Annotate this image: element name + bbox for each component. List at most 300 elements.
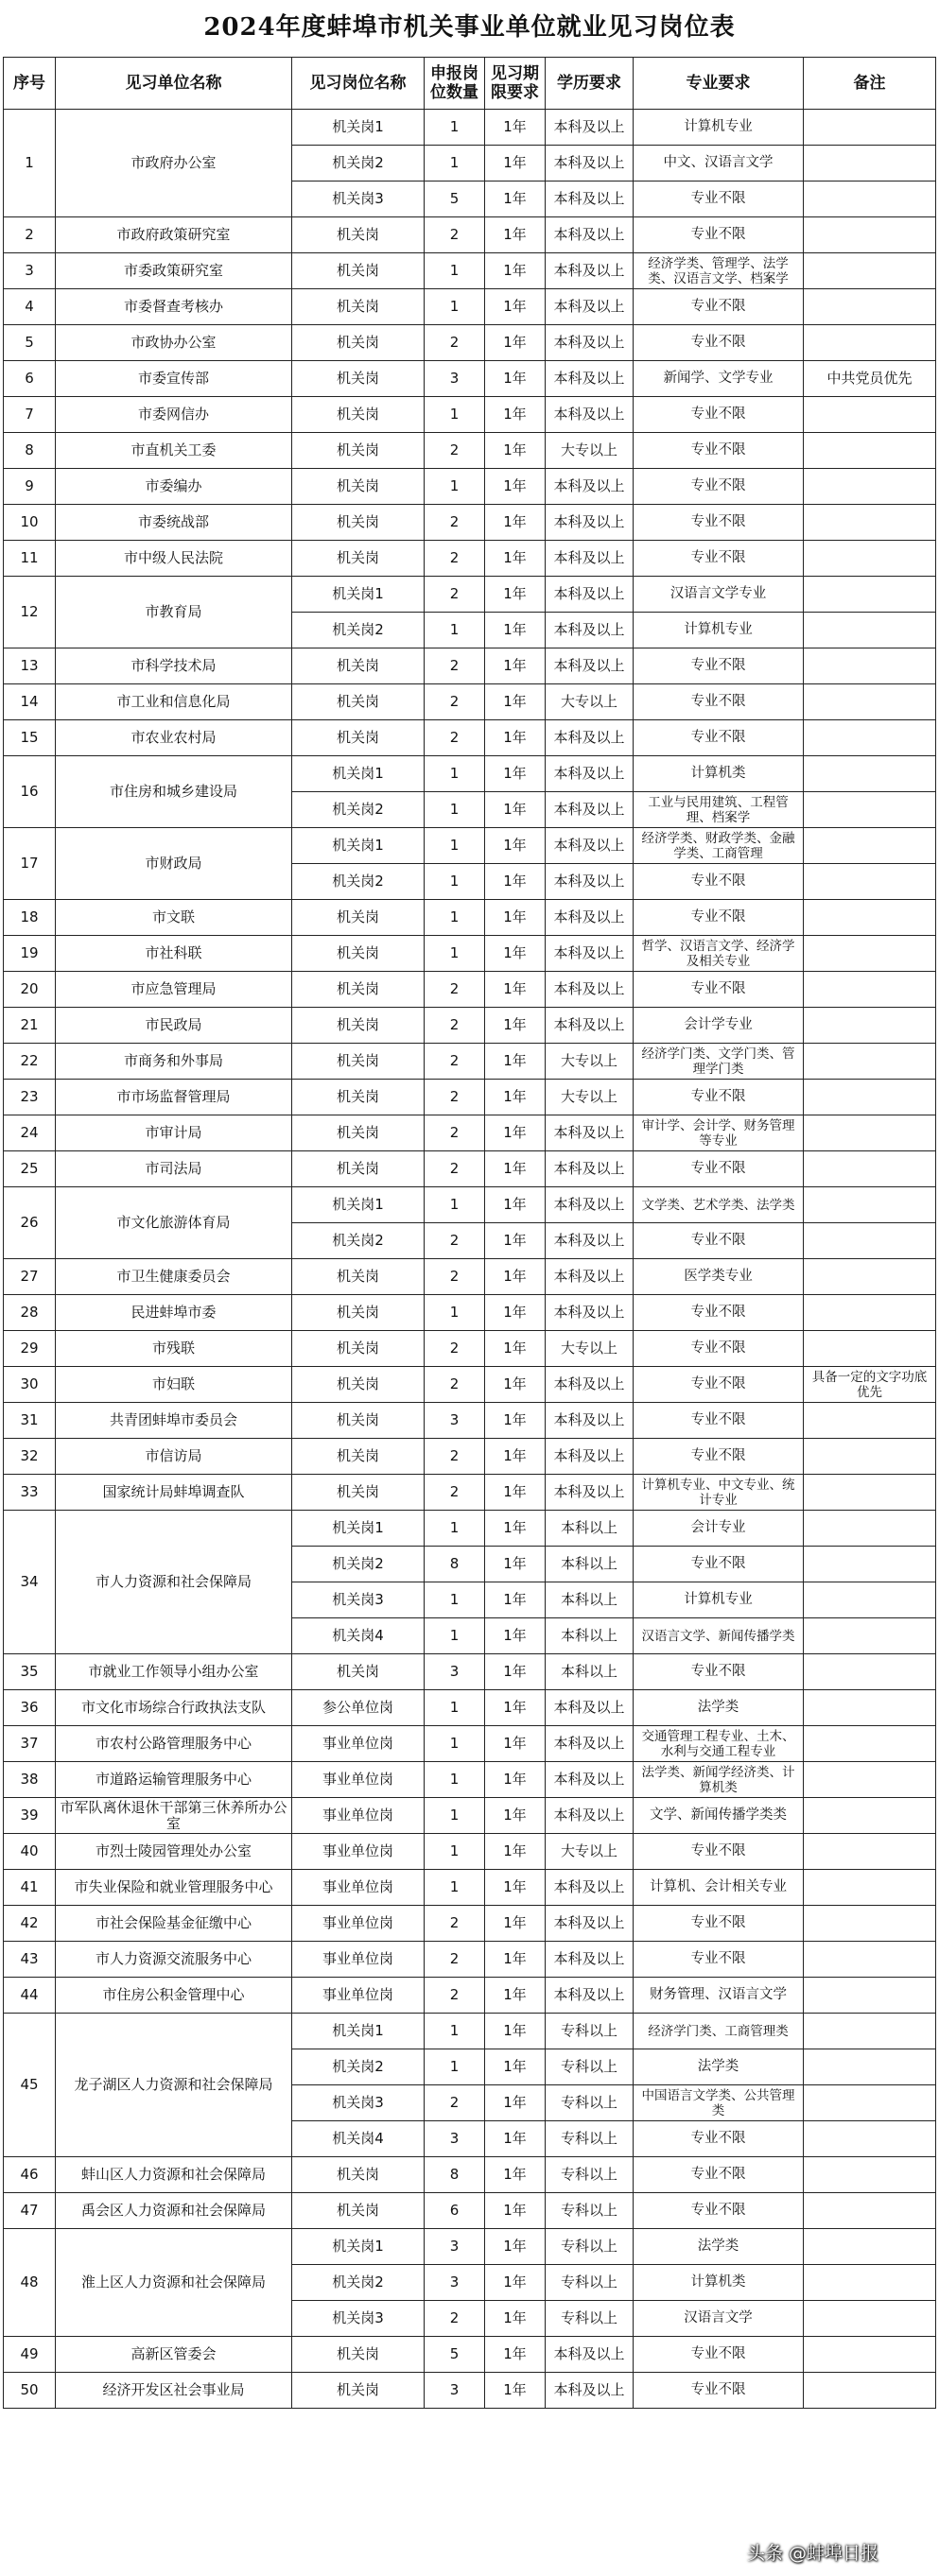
note-cell [804, 1187, 936, 1223]
unit-name-cell: 市农业农村局 [56, 720, 292, 756]
seq-cell: 27 [4, 1259, 56, 1295]
unit-name-cell: 市司法局 [56, 1151, 292, 1187]
period-cell: 1年 [485, 1654, 546, 1690]
edu-cell: 本科及以上 [546, 613, 634, 648]
major-cell: 计算机类 [634, 2265, 804, 2301]
post-cell: 事业单位岗 [292, 1942, 425, 1978]
unit-name-cell: 市住房和城乡建设局 [56, 756, 292, 828]
edu-cell: 专科以上 [546, 2014, 634, 2049]
count-cell: 2 [425, 1978, 485, 2014]
table-row [4, 253, 936, 289]
edu-cell: 本科及以上 [546, 2373, 634, 2409]
major-cell: 法学类 [634, 2229, 804, 2265]
period-cell: 1年 [485, 1151, 546, 1187]
edu-cell: 专科以上 [546, 2049, 634, 2085]
post-cell: 机关岗 [292, 253, 425, 289]
post-cell: 机关岗 [292, 469, 425, 505]
major-cell: 专业不限 [634, 325, 804, 361]
edu-cell: 本科及以上 [546, 720, 634, 756]
period-cell: 1年 [485, 253, 546, 289]
note-cell [804, 397, 936, 433]
table-row [4, 1942, 936, 1978]
edu-cell: 本科及以上 [546, 972, 634, 1008]
count-cell: 8 [425, 1547, 485, 1582]
note-cell [804, 936, 936, 972]
major-cell: 专业不限 [634, 1080, 804, 1115]
edu-cell: 本科以上 [546, 1654, 634, 1690]
seq-cell: 11 [4, 541, 56, 577]
note-cell [804, 146, 936, 182]
post-cell: 机关岗3 [292, 182, 425, 217]
post-cell: 机关岗 [292, 541, 425, 577]
unit-name-cell: 市政府办公室 [56, 110, 292, 217]
post-cell: 机关岗4 [292, 2121, 425, 2157]
unit-name-cell: 市文化旅游体育局 [56, 1187, 292, 1259]
seq-cell: 3 [4, 253, 56, 289]
unit-name-cell: 民进蚌埠市委 [56, 1295, 292, 1331]
count-cell: 1 [425, 900, 485, 936]
post-cell: 机关岗1 [292, 756, 425, 792]
edu-cell: 专科以上 [546, 2085, 634, 2121]
period-cell: 1年 [485, 792, 546, 828]
seq-cell: 35 [4, 1654, 56, 1690]
edu-cell: 本科及以上 [546, 1259, 634, 1295]
period-cell: 1年 [485, 900, 546, 936]
period-cell: 1年 [485, 2229, 546, 2265]
count-cell: 1 [425, 1295, 485, 1331]
major-cell: 财务管理、汉语言文学 [634, 1978, 804, 2014]
edu-cell: 本科及以上 [546, 577, 634, 613]
seq-cell: 32 [4, 1439, 56, 1475]
unit-name-cell: 市军队离休退休干部第三休养所办公室 [56, 1798, 292, 1834]
seq-cell: 16 [4, 756, 56, 828]
note-cell [804, 1582, 936, 1618]
major-cell: 专业不限 [634, 684, 804, 720]
seq-cell: 49 [4, 2337, 56, 2373]
seq-cell: 8 [4, 433, 56, 469]
seq-cell: 38 [4, 1762, 56, 1798]
major-cell: 法学类、新闻学经济类、计算机类 [634, 1762, 804, 1798]
header-seq: 序号 [4, 58, 56, 110]
period-cell: 1年 [485, 2373, 546, 2409]
post-cell: 机关岗2 [292, 146, 425, 182]
period-cell: 1年 [485, 613, 546, 648]
post-cell: 机关岗 [292, 1403, 425, 1439]
header-count: 申报岗位数量 [425, 58, 485, 110]
post-cell: 机关岗 [292, 433, 425, 469]
major-cell: 专业不限 [634, 1223, 804, 1259]
table-row [4, 1115, 936, 1151]
post-cell: 机关岗 [292, 325, 425, 361]
table-row [4, 1511, 936, 1547]
count-cell: 1 [425, 110, 485, 146]
count-cell: 1 [425, 1511, 485, 1547]
note-cell [804, 541, 936, 577]
major-cell: 专业不限 [634, 900, 804, 936]
unit-name-cell: 市审计局 [56, 1115, 292, 1151]
table-row [4, 1906, 936, 1942]
note-cell [804, 2229, 936, 2265]
count-cell: 2 [425, 1115, 485, 1151]
post-cell: 机关岗1 [292, 828, 425, 864]
unit-name-cell: 市就业工作领导小组办公室 [56, 1654, 292, 1690]
unit-name-cell: 市委编办 [56, 469, 292, 505]
edu-cell: 本科及以上 [546, 1151, 634, 1187]
major-cell: 专业不限 [634, 397, 804, 433]
count-cell: 6 [425, 2193, 485, 2229]
seq-cell: 18 [4, 900, 56, 936]
edu-cell: 专科以上 [546, 2157, 634, 2193]
note-cell [804, 720, 936, 756]
header-major: 专业要求 [634, 58, 804, 110]
edu-cell: 本科及以上 [546, 505, 634, 541]
post-cell: 机关岗 [292, 1367, 425, 1403]
edu-cell: 本科及以上 [546, 361, 634, 397]
period-cell: 1年 [485, 1044, 546, 1080]
period-cell: 1年 [485, 541, 546, 577]
note-cell [804, 613, 936, 648]
note-cell [804, 325, 936, 361]
note-cell [804, 1008, 936, 1044]
edu-cell: 本科及以上 [546, 1942, 634, 1978]
edu-cell: 大专以上 [546, 1080, 634, 1115]
major-cell: 计算机、会计相关专业 [634, 1870, 804, 1906]
edu-cell: 大专以上 [546, 1044, 634, 1080]
edu-cell: 大专以上 [546, 433, 634, 469]
table-row [4, 1834, 936, 1870]
unit-name-cell: 市残联 [56, 1331, 292, 1367]
note-cell [804, 1511, 936, 1547]
major-cell: 专业不限 [634, 1942, 804, 1978]
major-cell: 专业不限 [634, 289, 804, 325]
edu-cell: 本科及以上 [546, 1223, 634, 1259]
unit-name-cell: 市科学技术局 [56, 648, 292, 684]
major-cell: 工业与民用建筑、工程管理、档案学 [634, 792, 804, 828]
period-cell: 1年 [485, 1187, 546, 1223]
unit-name-cell: 市工业和信息化局 [56, 684, 292, 720]
note-cell [804, 1403, 936, 1439]
seq-cell: 44 [4, 1978, 56, 2014]
count-cell: 1 [425, 1726, 485, 1762]
table-row [4, 1690, 936, 1726]
period-cell: 1年 [485, 1942, 546, 1978]
edu-cell: 本科及以上 [546, 1798, 634, 1834]
table-row [4, 469, 936, 505]
unit-name-cell: 市社科联 [56, 936, 292, 972]
period-cell: 1年 [485, 2121, 546, 2157]
count-cell: 2 [425, 2301, 485, 2337]
edu-cell: 本科及以上 [546, 900, 634, 936]
post-cell: 机关岗1 [292, 110, 425, 146]
post-cell: 机关岗2 [292, 864, 425, 900]
note-cell [804, 505, 936, 541]
edu-cell: 本科及以上 [546, 110, 634, 146]
table-row [4, 2193, 936, 2229]
unit-name-cell: 市财政局 [56, 828, 292, 900]
seq-cell: 33 [4, 1475, 56, 1511]
post-cell: 机关岗3 [292, 2085, 425, 2121]
major-cell: 新闻学、文学专业 [634, 361, 804, 397]
major-cell: 专业不限 [634, 1151, 804, 1187]
edu-cell: 本科及以上 [546, 1690, 634, 1726]
table-row [4, 397, 936, 433]
note-cell [804, 2265, 936, 2301]
major-cell: 计算机专业 [634, 110, 804, 146]
major-cell: 专业不限 [634, 1906, 804, 1942]
note-cell [804, 1654, 936, 1690]
post-cell: 机关岗1 [292, 1511, 425, 1547]
post-cell: 事业单位岗 [292, 1870, 425, 1906]
period-cell: 1年 [485, 217, 546, 253]
note-cell [804, 684, 936, 720]
note-cell [804, 1690, 936, 1726]
major-cell: 汉语言文学、新闻传播学类 [634, 1618, 804, 1654]
count-cell: 1 [425, 936, 485, 972]
unit-name-cell: 经济开发区社会事业局 [56, 2373, 292, 2409]
note-cell [804, 289, 936, 325]
note-cell [804, 1439, 936, 1475]
period-cell: 1年 [485, 1439, 546, 1475]
post-cell: 机关岗 [292, 361, 425, 397]
seq-cell: 50 [4, 2373, 56, 2409]
post-cell: 事业单位岗 [292, 1798, 425, 1834]
period-cell: 1年 [485, 1295, 546, 1331]
seq-cell: 29 [4, 1331, 56, 1367]
note-cell [804, 2337, 936, 2373]
note-cell [804, 1618, 936, 1654]
post-cell: 机关岗1 [292, 2014, 425, 2049]
post-cell: 事业单位岗 [292, 1762, 425, 1798]
table-row [4, 577, 936, 613]
period-cell: 1年 [485, 325, 546, 361]
period-cell: 1年 [485, 577, 546, 613]
major-cell: 医学类专业 [634, 1259, 804, 1295]
count-cell: 2 [425, 325, 485, 361]
major-cell: 会计专业 [634, 1511, 804, 1547]
period-cell: 1年 [485, 1906, 546, 1942]
table-row [4, 1439, 936, 1475]
period-cell: 1年 [485, 1870, 546, 1906]
post-cell: 机关岗 [292, 1044, 425, 1080]
table-row [4, 1187, 936, 1223]
period-cell: 1年 [485, 1547, 546, 1582]
note-cell [804, 648, 936, 684]
period-cell: 1年 [485, 1080, 546, 1115]
major-cell: 经济学门类、工商管理类 [634, 2014, 804, 2049]
edu-cell: 专科以上 [546, 2265, 634, 2301]
count-cell: 1 [425, 1187, 485, 1223]
edu-cell: 大专以上 [546, 684, 634, 720]
post-cell: 事业单位岗 [292, 1978, 425, 2014]
table-row [4, 900, 936, 936]
count-cell: 1 [425, 146, 485, 182]
seq-cell: 19 [4, 936, 56, 972]
seq-cell: 48 [4, 2229, 56, 2337]
note-cell [804, 2121, 936, 2157]
edu-cell: 本科及以上 [546, 756, 634, 792]
count-cell: 1 [425, 2049, 485, 2085]
count-cell: 1 [425, 864, 485, 900]
count-cell: 1 [425, 792, 485, 828]
edu-cell: 本科及以上 [546, 1295, 634, 1331]
seq-cell: 14 [4, 684, 56, 720]
count-cell: 2 [425, 648, 485, 684]
count-cell: 2 [425, 1259, 485, 1295]
count-cell: 1 [425, 613, 485, 648]
note-cell [804, 1978, 936, 2014]
table-row [4, 1798, 936, 1834]
edu-cell: 专科以上 [546, 2193, 634, 2229]
note-cell [804, 2373, 936, 2409]
major-cell: 文学类、艺术学类、法学类 [634, 1187, 804, 1223]
table-row [4, 541, 936, 577]
edu-cell: 本科及以上 [546, 1115, 634, 1151]
major-cell: 专业不限 [634, 720, 804, 756]
major-cell: 专业不限 [634, 2337, 804, 2373]
seq-cell: 28 [4, 1295, 56, 1331]
header-edu: 学历要求 [546, 58, 634, 110]
post-cell: 参公单位岗 [292, 1690, 425, 1726]
period-cell: 1年 [485, 1618, 546, 1654]
count-cell: 2 [425, 684, 485, 720]
note-cell [804, 1762, 936, 1798]
note-cell [804, 1259, 936, 1295]
post-cell: 机关岗 [292, 1259, 425, 1295]
seq-cell: 31 [4, 1403, 56, 1439]
table-row [4, 433, 936, 469]
count-cell: 1 [425, 397, 485, 433]
edu-cell: 本科及以上 [546, 1187, 634, 1223]
edu-cell: 本科及以上 [546, 1906, 634, 1942]
major-cell: 专业不限 [634, 505, 804, 541]
edu-cell: 本科及以上 [546, 828, 634, 864]
post-cell: 事业单位岗 [292, 1834, 425, 1870]
major-cell: 经济学类、管理学、法学类、汉语言文学、档案学 [634, 253, 804, 289]
note-cell [804, 217, 936, 253]
count-cell: 2 [425, 577, 485, 613]
post-cell: 机关岗1 [292, 577, 425, 613]
period-cell: 1年 [485, 684, 546, 720]
major-cell: 专业不限 [634, 469, 804, 505]
table-row [4, 972, 936, 1008]
count-cell: 1 [425, 469, 485, 505]
note-cell [804, 864, 936, 900]
seq-cell: 13 [4, 648, 56, 684]
edu-cell: 本科及以上 [546, 469, 634, 505]
unit-name-cell: 市委督查考核办 [56, 289, 292, 325]
note-cell [804, 2301, 936, 2337]
note-cell [804, 433, 936, 469]
major-cell: 专业不限 [634, 864, 804, 900]
count-cell: 1 [425, 1762, 485, 1798]
table-row [4, 1080, 936, 1115]
major-cell: 交通管理工程专业、土木、水利与交通工程专业 [634, 1726, 804, 1762]
unit-name-cell: 市委网信办 [56, 397, 292, 433]
header-unit: 见习单位名称 [56, 58, 292, 110]
major-cell: 专业不限 [634, 1547, 804, 1582]
count-cell: 2 [425, 2085, 485, 2121]
edu-cell: 本科及以上 [546, 146, 634, 182]
note-cell [804, 792, 936, 828]
note-cell [804, 1870, 936, 1906]
post-cell: 机关岗2 [292, 613, 425, 648]
seq-cell: 26 [4, 1187, 56, 1259]
table-row [4, 325, 936, 361]
edu-cell: 本科及以上 [546, 1403, 634, 1439]
period-cell: 1年 [485, 397, 546, 433]
period-cell: 1年 [485, 1762, 546, 1798]
table-row [4, 720, 936, 756]
count-cell: 3 [425, 1403, 485, 1439]
major-cell: 计算机专业 [634, 1582, 804, 1618]
post-cell: 机关岗 [292, 1654, 425, 1690]
note-cell: 具备一定的文字功底优先 [804, 1367, 936, 1403]
count-cell: 5 [425, 2337, 485, 2373]
seq-cell: 34 [4, 1511, 56, 1654]
note-cell [804, 900, 936, 936]
major-cell: 专业不限 [634, 1331, 804, 1367]
major-cell: 专业不限 [634, 541, 804, 577]
count-cell: 1 [425, 1834, 485, 1870]
seq-cell: 24 [4, 1115, 56, 1151]
period-cell: 1年 [485, 648, 546, 684]
edu-cell: 本科及以上 [546, 1978, 634, 2014]
period-cell: 1年 [485, 146, 546, 182]
unit-name-cell: 市人力资源交流服务中心 [56, 1942, 292, 1978]
count-cell: 2 [425, 541, 485, 577]
major-cell: 会计学专业 [634, 1008, 804, 1044]
seq-cell: 40 [4, 1834, 56, 1870]
post-cell: 机关岗 [292, 936, 425, 972]
note-cell [804, 1942, 936, 1978]
header-note: 备注 [804, 58, 936, 110]
major-cell: 法学类 [634, 2049, 804, 2085]
note-cell [804, 2014, 936, 2049]
post-cell: 机关岗1 [292, 1187, 425, 1223]
post-cell: 机关岗 [292, 1115, 425, 1151]
seq-cell: 23 [4, 1080, 56, 1115]
edu-cell: 本科及以上 [546, 936, 634, 972]
unit-name-cell: 市信访局 [56, 1439, 292, 1475]
period-cell: 1年 [485, 1690, 546, 1726]
period-cell: 1年 [485, 972, 546, 1008]
count-cell: 2 [425, 433, 485, 469]
edu-cell: 本科及以上 [546, 397, 634, 433]
table-row [4, 1331, 936, 1367]
post-cell: 机关岗2 [292, 1547, 425, 1582]
table-row [4, 2373, 936, 2409]
count-cell: 3 [425, 2229, 485, 2265]
major-cell: 专业不限 [634, 972, 804, 1008]
unit-name-cell: 市应急管理局 [56, 972, 292, 1008]
note-cell: 中共党员优先 [804, 361, 936, 397]
table-row [4, 756, 936, 792]
table-row [4, 1008, 936, 1044]
post-cell: 机关岗 [292, 397, 425, 433]
post-cell: 机关岗 [292, 217, 425, 253]
period-cell: 1年 [485, 289, 546, 325]
major-cell: 专业不限 [634, 648, 804, 684]
seq-cell: 47 [4, 2193, 56, 2229]
post-cell: 事业单位岗 [292, 1726, 425, 1762]
unit-name-cell: 共青团蚌埠市委员会 [56, 1403, 292, 1439]
unit-name-cell: 高新区管委会 [56, 2337, 292, 2373]
note-cell [804, 469, 936, 505]
seq-cell: 12 [4, 577, 56, 648]
major-cell: 汉语言文学 [634, 2301, 804, 2337]
post-cell: 机关岗 [292, 720, 425, 756]
count-cell: 2 [425, 1080, 485, 1115]
